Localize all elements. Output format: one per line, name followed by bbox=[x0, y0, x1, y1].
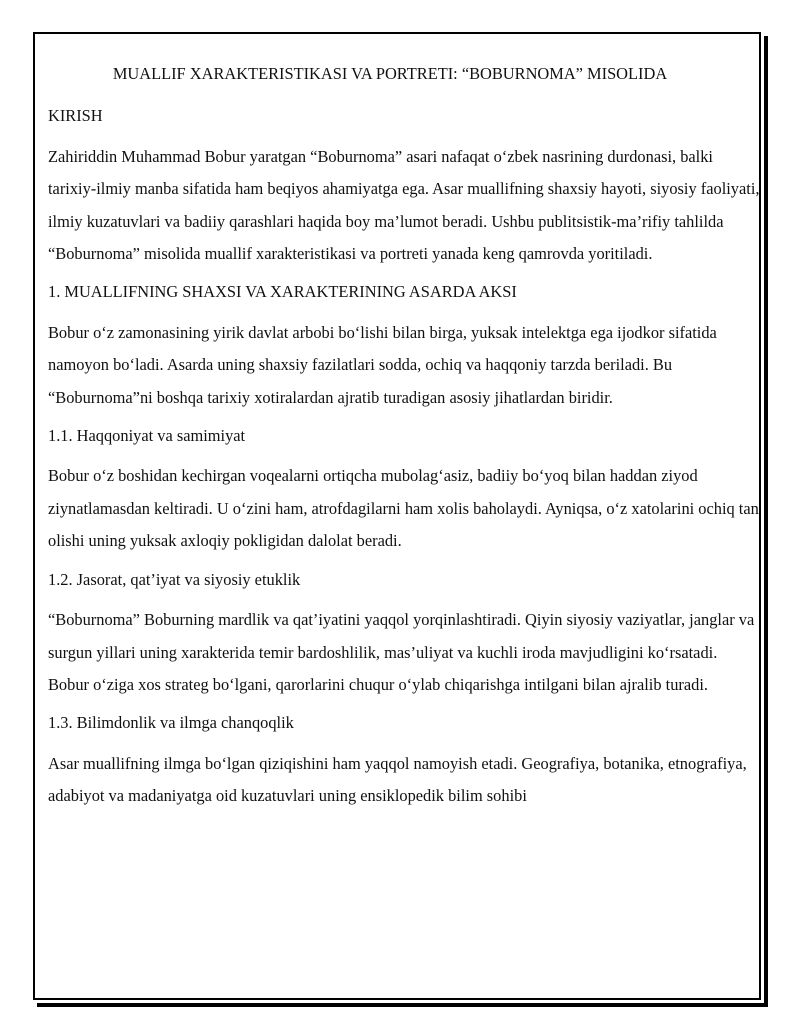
section-heading-1-1: 1.1. Haqqoniyat va samimiyat bbox=[48, 426, 246, 446]
section-heading-1-2: 1.2. Jasorat, qat’iyat va siyosiy etuklik bbox=[48, 569, 301, 589]
section-heading-1: 1. MUALLIFNING SHAXSI VA XARAKTERINING ASARDA AKSI bbox=[48, 282, 517, 302]
section-paragraph-1: Bobur o‘z zamonasining yirik davlat arbobi bo‘lishi bilan birga, yuksak intelektga ega ijodkor sifatida namoyon bo‘ladi. Asarda uning shaxsiy fazilatlari sodda, ochiq va haqqoniy tarzda beriladi. Bu “Boburnoma”ni boshqa tarixiy xotiralardan ajratib turadigan asosiy jihatlardan biridir. bbox=[48, 322, 717, 407]
section-paragraph-1-1: Bobur o‘z boshidan kechirgan voqealarni ortiqcha mubolag‘asiz, badiiy bo‘yoq bilan haddan ziyod ziynatlamasdan keltiradi. U o‘zini ham, atrofdagilarni ham xolis baholaydi. Ayniqsa, o‘z xatolarini ochiq tan olishi uning yuksak axloqiy pokligidan dalolat beradi. bbox=[48, 466, 759, 551]
section-heading-intro: KIRISH bbox=[48, 106, 103, 126]
section-paragraph-1-2: “Boburnoma” Boburning mardlik va qat’iyatini yaqqol yorqinlashtiradi. Qiyin siyosiy vaziyatlar, janglar va surgun yillari uning xarakterida temir bardoshlilik, mas’uliyat va kuchli iroda mavjudligini ko‘rsatadi. Bobur o‘ziga xos strateg bo‘lgani, qarorlarini chuqur o‘ylab chiqarishga intilgani bilan ajralib turadi. bbox=[48, 610, 755, 694]
document-body bbox=[48, 58, 760, 819]
section-paragraph-intro: Zahiriddin Muhammad Bobur yaratgan “Boburnoma” asari nafaqat o‘zbek nasrining durdonasi, balki tarixiy-ilmiy manba sifatida ham beqiyos ahamiyatga ega. Asar muallifning shaxsiy hayoti, siyosiy faoliyati, ilmiy kuzatuvlari va badiiy qarashlari haqida boy ma’lumot beradi. Ushbu publitsistik-ma’rifiy tahlilda “Boburnoma” misolida muallif xarakteristikasi va portreti yanada keng qamrovda yoritiladi. bbox=[48, 146, 760, 264]
document-title: MUALLIF XARAKTERISTIKASI VA PORTRETI: “BOBURNOMA” MISOLIDA bbox=[112, 64, 668, 83]
section-heading-1-3: 1.3. Bilimdonlik va ilmga chanqoqlik bbox=[48, 713, 294, 733]
section-paragraph-1-3: Asar muallifning ilmga bo‘lgan qiziqishini ham yaqqol namoyish etadi. Geografiya, botanika, etnografiya, adabiyot va madaniyatga oid kuzatuvlari uning ensiklopedik bilim sohibi bbox=[48, 753, 747, 806]
